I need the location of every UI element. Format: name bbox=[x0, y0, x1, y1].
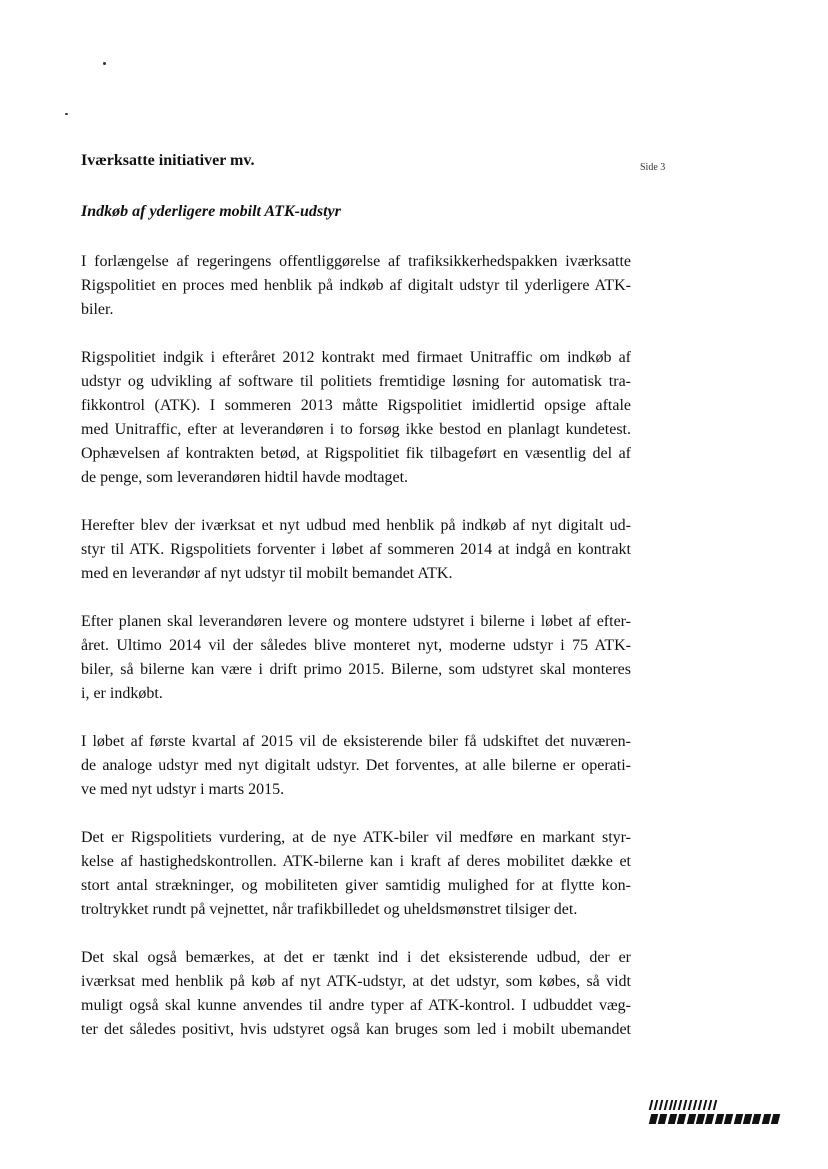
body-paragraph bbox=[81, 826, 631, 922]
paragraph-line: iværksat med henblik på køb af nyt ATK-udstyr, at det udstyr, som købes, så vidt bbox=[81, 973, 631, 990]
barcode-mark bbox=[712, 1100, 716, 1110]
barcode-mark bbox=[743, 1114, 752, 1124]
paragraph-line: ve med nyt udstyr i marts 2015. bbox=[81, 781, 285, 798]
body-paragraph bbox=[81, 250, 631, 322]
paragraph-line: troltrykket rundt på vejnettet, når trafikbilledet og uheldsmønstret tilsiger det. bbox=[81, 901, 578, 918]
paragraph-line: biler. bbox=[81, 301, 114, 318]
body-paragraph bbox=[81, 514, 631, 586]
paragraph-line: Efter planen skal leverandøren levere og montere udstyret i bilerne i løbet af efter- bbox=[81, 613, 631, 630]
paragraph-line: året. Ultimo 2014 vil der således blive monteret nyt, moderne udstyr i 75 ATK- bbox=[81, 637, 631, 654]
scan-speck bbox=[65, 113, 68, 115]
paragraph-line: styr til ATK. Rigspolitiets forventer i løbet af sommeren 2014 at indgå en kontrakt bbox=[81, 541, 631, 558]
barcode-mark bbox=[771, 1114, 780, 1124]
barcode-mark bbox=[696, 1114, 705, 1124]
barcode-marks bbox=[650, 1100, 785, 1126]
paragraph-line: med en leverandør af nyt udstyr til mobilt bemandet ATK. bbox=[81, 565, 453, 582]
paragraph-line: kelse af hastighedskontrollen. ATK-bilerne kan i kraft af deres mobilitet dække et bbox=[81, 853, 631, 870]
paragraph-line: stort antal strækninger, og mobiliteten giver samtidig mulighed for at flytte kon- bbox=[81, 877, 631, 894]
body-paragraph bbox=[81, 730, 631, 802]
paragraph-line: Ophævelsen af kontrakten betød, at Rigspolitiet fik tilbageført en væsentlig del af bbox=[81, 445, 631, 462]
barcode-mark bbox=[688, 1100, 692, 1110]
barcode-mark bbox=[686, 1114, 695, 1124]
barcode-mark bbox=[649, 1114, 658, 1124]
subsection-heading: Indkøb af yderligere mobilt ATK-udstyr bbox=[81, 203, 341, 220]
body-paragraph bbox=[81, 946, 631, 1042]
section-heading: Iværksatte initiativer mv. bbox=[81, 152, 255, 169]
paragraph-line: med Unitraffic, efter at leverandøren i to forsøg ikke bestod en planlagt kundetest. bbox=[81, 421, 631, 438]
barcode-mark bbox=[707, 1100, 711, 1110]
barcode-mark bbox=[649, 1100, 653, 1110]
paragraph-line: muligt også skal kunne anvendes til andre typer af ATK-kontrol. I udbuddet væg- bbox=[81, 997, 631, 1014]
paragraph-line: i, er indkøbt. bbox=[81, 685, 163, 702]
paragraph-line: Det er Rigspolitiets vurdering, at de nye ATK-biler vil medføre en markant styr- bbox=[81, 829, 631, 846]
barcode-mark bbox=[677, 1114, 686, 1124]
barcode-mark bbox=[668, 1114, 677, 1124]
page-number: Side 3 bbox=[640, 162, 666, 173]
paragraph-line: udstyr og udvikling af software til politiets fremtidige løsning for automatisk tra- bbox=[81, 373, 631, 390]
barcode-mark bbox=[698, 1100, 702, 1110]
paragraph-line: Herefter blev der iværksat et nyt udbud med henblik på indkøb af nyt digitalt ud- bbox=[81, 517, 631, 534]
barcode-mark bbox=[683, 1100, 687, 1110]
paragraph-line: Rigspolitiet indgik i efteråret 2012 kontrakt med firmaet Unitraffic om indkøb af bbox=[81, 349, 631, 366]
barcode-mark bbox=[703, 1100, 707, 1110]
paragraph-line: Det skal også bemærkes, at det er tænkt ind i det eksisterende udbud, der er bbox=[81, 949, 631, 966]
barcode-mark bbox=[724, 1114, 733, 1124]
body-paragraph bbox=[81, 610, 631, 706]
barcode-mark bbox=[714, 1114, 723, 1124]
paragraph-line: de penge, som leverandøren hidtil havde modtaget. bbox=[81, 469, 409, 486]
paragraph-line: Rigspolitiet en proces med henblik på indkøb af digitalt udstyr til yderligere ATK- bbox=[81, 277, 631, 294]
barcode-top-row bbox=[650, 1100, 716, 1110]
barcode-bottom-row bbox=[650, 1114, 779, 1124]
barcode-mark bbox=[658, 1114, 667, 1124]
scan-speck bbox=[103, 62, 106, 65]
barcode-mark bbox=[659, 1100, 663, 1110]
barcode-mark bbox=[752, 1114, 761, 1124]
paragraph-line: biler, så bilerne kan være i drift primo 2015. Bilerne, som udstyret skal monteres bbox=[81, 661, 631, 678]
barcode-mark bbox=[733, 1114, 742, 1124]
paragraph-line: I forlængelse af regeringens offentliggørelse af trafiksikkerhedspakken iværksatte bbox=[81, 253, 631, 270]
barcode-mark bbox=[705, 1114, 714, 1124]
barcode-mark bbox=[654, 1100, 658, 1110]
paragraph-line: fikkontrol (ATK). I sommeren 2013 måtte Rigspolitiet imidlertid opsige aftale bbox=[81, 397, 631, 414]
paragraph-line: I løbet af første kvartal af 2015 vil de eksisterende biler få udskiftet det nuværen- bbox=[81, 733, 631, 750]
body-paragraph bbox=[81, 346, 631, 490]
barcode-mark bbox=[693, 1100, 697, 1110]
paragraph-line: ter det således positivt, hvis udstyret også kan bruges som led i mobilt ubemandet bbox=[81, 1021, 631, 1038]
barcode-mark bbox=[663, 1100, 667, 1110]
barcode-mark bbox=[761, 1114, 770, 1124]
paragraph-line: de analoge udstyr med nyt digitalt udstyr. Det forventes, at alle bilerne er operati- bbox=[81, 757, 631, 774]
